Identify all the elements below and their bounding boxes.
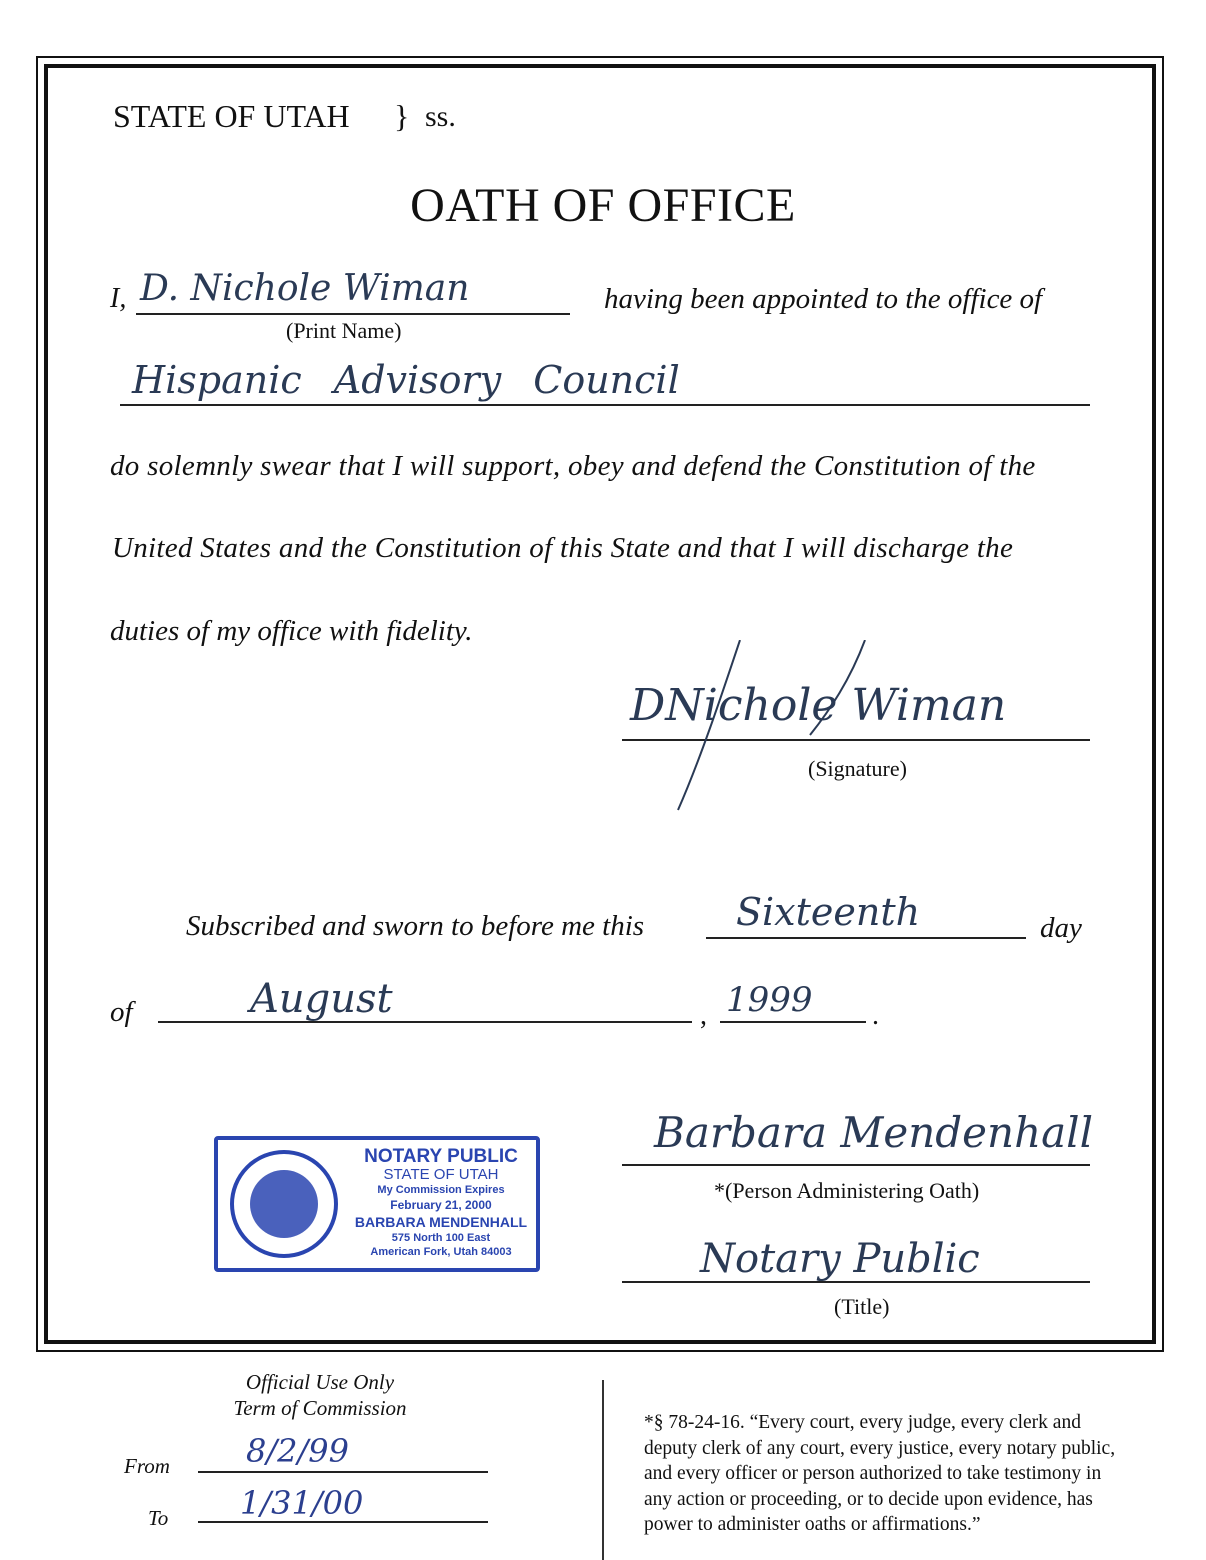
state-brace: } [394, 98, 410, 134]
handwritten-administering-signature: Barbara Mendenhall [654, 1108, 1094, 1157]
from-label: From [124, 1454, 170, 1478]
term-of-commission-heading: Term of Commission [233, 1396, 407, 1420]
handwritten-year: 1999 [726, 980, 813, 1020]
handwritten-title: Notary Public [700, 1236, 980, 1282]
appointed-text: having been appointed to the office of [604, 283, 1043, 315]
notary-seal-stamp [214, 1136, 540, 1272]
year-line [720, 1021, 866, 1023]
seal-line-1: NOTARY PUBLIC [364, 1146, 518, 1167]
from-line [198, 1471, 488, 1473]
statute-line-4: any action or proceeding, or to decide upon evidence, has [644, 1488, 1093, 1510]
official-use-heading: Official Use Only [245, 1370, 395, 1394]
seal-line-2: STATE OF UTAH [383, 1166, 499, 1183]
handwritten-day: Sixteenth [736, 890, 921, 934]
period: . [872, 1000, 879, 1031]
seal-line-3: My Commission Expires [377, 1184, 505, 1196]
sworn-prefix: Subscribed and sworn to before me this [186, 910, 645, 942]
seal-line-4: February 21, 2000 [390, 1198, 492, 1212]
handwritten-office: Hispanic Advisory Council [132, 358, 680, 402]
to-value: 1/31/00 [240, 1484, 364, 1522]
oath-line-2: United States and the Constitution of this State and that I will discharge the [112, 532, 1014, 564]
statute-line-2: deputy clerk of any court, every justice, every notary public, [644, 1437, 1116, 1459]
oath-line-1: do solemnly swear that I will support, obey and defend the Constitution of the [110, 450, 1036, 482]
title-label: (Title) [834, 1294, 890, 1319]
ss-label: ss. [425, 100, 456, 133]
handwritten-signature: DNichole Wiman [630, 680, 1007, 731]
administering-signature-line [622, 1164, 1090, 1166]
of-word: of [110, 996, 133, 1028]
statute-line-5: power to administer oaths or affirmations.” [644, 1514, 981, 1535]
state-seal-icon [230, 1150, 338, 1258]
i-prefix: I, [110, 283, 127, 314]
state-name: STATE OF UTAH [113, 98, 350, 134]
day-word: day [1040, 912, 1082, 944]
oath-line-3: duties of my office with fidelity. [110, 615, 473, 647]
signature-flourish [660, 640, 890, 815]
print-name-line [136, 313, 570, 315]
day-line [706, 937, 1026, 939]
signature-label: (Signature) [808, 756, 907, 781]
handwritten-name: D. Nichole Wiman [140, 268, 470, 309]
footer-divider [602, 1380, 604, 1560]
print-name-label: (Print Name) [286, 318, 402, 343]
to-label: To [148, 1506, 169, 1530]
month-line [158, 1021, 692, 1023]
administering-label: *(Person Administering Oath) [714, 1178, 980, 1203]
seal-line-6: 575 North 100 East [391, 1232, 491, 1244]
page-title: OATH OF OFFICE [410, 179, 796, 232]
handwritten-month: August [250, 976, 393, 1022]
seal-line-7: American Fork, Utah 84003 [370, 1246, 512, 1258]
statute-line-3: and every officer or person authorized to take testimony in [644, 1463, 1102, 1484]
from-value: 8/2/99 [246, 1432, 349, 1470]
office-line [120, 404, 1090, 406]
comma: , [700, 1000, 707, 1031]
seal-line-5: BARBARA MENDENHALL [354, 1214, 528, 1230]
statute-line-1: *§ 78-24-16. “Every court, every judge, every clerk and [644, 1412, 1081, 1433]
statute-text [644, 1410, 1115, 1538]
state-heading [113, 98, 350, 135]
